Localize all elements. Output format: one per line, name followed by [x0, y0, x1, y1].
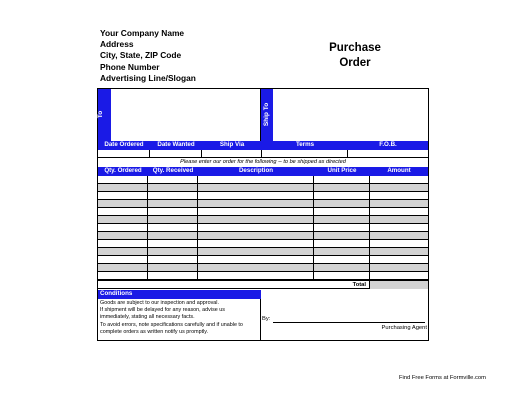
document-title — [300, 41, 410, 71]
unit-price-cell[interactable] — [314, 216, 370, 224]
conditions-heading: Conditions — [98, 290, 261, 299]
description-cell[interactable] — [198, 200, 314, 208]
description-cell[interactable] — [198, 184, 314, 192]
amount-cell[interactable] — [370, 232, 428, 240]
item-header-row — [98, 167, 428, 176]
amount-cell[interactable] — [370, 192, 428, 200]
condition-line-5: complete orders as written notify us promptly. — [100, 328, 209, 335]
table-row — [98, 240, 428, 248]
unit-price-header: Unit Price — [327, 167, 357, 174]
description-cell[interactable] — [198, 248, 314, 256]
unit-price-cell[interactable] — [314, 272, 370, 280]
condition-line-1: Goods are subject to our inspection and approval. — [100, 300, 219, 306]
conditions-text — [100, 300, 260, 336]
qty-received-cell[interactable] — [148, 256, 198, 264]
order-info-input-row — [98, 150, 428, 158]
unit-price-cell[interactable] — [314, 208, 370, 216]
unit-price-cell[interactable] — [314, 224, 370, 232]
table-row — [98, 248, 428, 256]
unit-price-cell[interactable] — [314, 192, 370, 200]
date-ordered-field[interactable] — [98, 150, 150, 158]
amount-cell[interactable] — [370, 184, 428, 192]
amount-cell[interactable] — [370, 248, 428, 256]
amount-header: Amount — [387, 167, 411, 174]
unit-price-cell[interactable] — [314, 176, 370, 184]
to-address-field[interactable] — [111, 89, 261, 141]
item-table-body — [98, 176, 428, 280]
unit-price-cell[interactable] — [314, 232, 370, 240]
qty-ordered-cell[interactable] — [98, 200, 148, 208]
unit-price-cell[interactable] — [314, 184, 370, 192]
description-header: Description — [238, 167, 274, 174]
qty-ordered-cell[interactable] — [98, 216, 148, 224]
company-info — [100, 28, 196, 84]
ship-via-field[interactable] — [202, 150, 262, 158]
table-row — [98, 232, 428, 240]
table-row — [98, 192, 428, 200]
unit-price-cell[interactable] — [314, 264, 370, 272]
ship-to-label-bar — [261, 89, 273, 141]
title-line-2: Order — [339, 57, 371, 69]
qty-ordered-cell[interactable] — [98, 192, 148, 200]
fob-header: F.O.B. — [379, 141, 397, 148]
to-label: To — [97, 110, 105, 119]
qty-received-cell[interactable] — [148, 176, 198, 184]
unit-price-cell[interactable] — [314, 256, 370, 264]
description-cell[interactable] — [198, 256, 314, 264]
qty-received-cell[interactable] — [148, 232, 198, 240]
description-cell[interactable] — [198, 224, 314, 232]
qty-received-cell[interactable] — [148, 272, 198, 280]
date-ordered-header: Date Ordered — [104, 141, 144, 148]
unit-price-cell[interactable] — [314, 248, 370, 256]
company-city-state-zip: City, State, ZIP Code — [100, 50, 182, 61]
table-row — [98, 200, 428, 208]
description-cell[interactable] — [198, 216, 314, 224]
date-wanted-header: Date Wanted — [157, 141, 195, 148]
qty-received-cell[interactable] — [148, 192, 198, 200]
table-row — [98, 176, 428, 184]
qty-received-cell[interactable] — [148, 184, 198, 192]
amount-cell[interactable] — [370, 272, 428, 280]
ship-to-address-field[interactable] — [273, 89, 428, 141]
company-name: Your Company Name — [100, 28, 185, 38]
description-cell[interactable] — [198, 264, 314, 272]
table-row — [98, 184, 428, 192]
qty-ordered-cell[interactable] — [98, 264, 148, 272]
qty-received-cell[interactable] — [148, 224, 198, 232]
table-row — [98, 216, 428, 224]
purchase-order-form — [97, 88, 429, 341]
description-cell[interactable] — [198, 272, 314, 280]
qty-ordered-cell[interactable] — [98, 184, 148, 192]
qty-ordered-cell[interactable] — [98, 176, 148, 184]
qty-received-cell[interactable] — [148, 240, 198, 248]
qty-ordered-cell[interactable] — [98, 224, 148, 232]
table-row — [98, 272, 428, 280]
qty-ordered-cell[interactable] — [98, 232, 148, 240]
terms-header: Terms — [295, 141, 315, 148]
qty-ordered-cell[interactable] — [98, 272, 148, 280]
ship-via-header: Ship Via — [219, 141, 245, 148]
title-line-1: Purchase — [329, 42, 381, 54]
unit-price-cell[interactable] — [314, 200, 370, 208]
total-row — [98, 280, 428, 289]
qty-received-cell[interactable] — [148, 200, 198, 208]
table-row — [98, 208, 428, 216]
table-row — [98, 224, 428, 232]
qty-received-cell[interactable] — [148, 208, 198, 216]
amount-cell[interactable] — [370, 264, 428, 272]
ship-to-label: Ship To — [263, 102, 271, 127]
qty-ordered-header: Qty. Ordered — [104, 167, 142, 174]
qty-received-cell[interactable] — [148, 216, 198, 224]
qty-received-cell[interactable] — [148, 264, 198, 272]
description-cell[interactable] — [198, 208, 314, 216]
to-label-bar — [98, 89, 111, 141]
description-cell[interactable] — [198, 192, 314, 200]
unit-price-cell[interactable] — [314, 240, 370, 248]
by-label: By: — [262, 316, 271, 322]
qty-received-cell[interactable] — [148, 248, 198, 256]
fob-field[interactable] — [348, 150, 428, 158]
amount-cell[interactable] — [370, 216, 428, 224]
qty-ordered-cell[interactable] — [98, 248, 148, 256]
table-row — [98, 264, 428, 272]
total-amount-field[interactable] — [370, 281, 428, 289]
terms-field[interactable] — [262, 150, 348, 158]
qty-ordered-cell[interactable] — [98, 256, 148, 264]
amount-cell[interactable] — [370, 224, 428, 232]
signature-line[interactable] — [273, 322, 425, 323]
total-label: Total — [314, 281, 370, 289]
conditions-section — [98, 290, 261, 340]
amount-cell[interactable] — [370, 176, 428, 184]
condition-line-2: If shipment will be delayed for any reason, advise us — [100, 307, 225, 314]
shipping-instruction: Please enter our order for the following -- to be shipped as directed — [180, 159, 346, 165]
condition-line-3: immediately, stating all necessary facts. — [100, 314, 195, 321]
amount-cell[interactable] — [370, 208, 428, 216]
table-row — [98, 256, 428, 264]
signature-section — [261, 290, 428, 340]
purchasing-agent-label: Purchasing Agent — [381, 325, 427, 331]
amount-cell[interactable] — [370, 200, 428, 208]
footer-link[interactable]: Find Free Forms at Formville.com — [399, 375, 486, 381]
company-phone: Phone Number — [100, 61, 160, 72]
amount-cell[interactable] — [370, 256, 428, 264]
qty-ordered-cell[interactable] — [98, 208, 148, 216]
company-address: Address — [100, 39, 134, 50]
description-cell[interactable] — [198, 240, 314, 248]
qty-ordered-cell[interactable] — [98, 240, 148, 248]
condition-line-4: To avoid errors, note specifications carefully and if unable to — [100, 321, 243, 328]
description-cell[interactable] — [198, 176, 314, 184]
amount-cell[interactable] — [370, 240, 428, 248]
order-info-header-row — [98, 141, 428, 150]
company-slogan: Advertising Line/Slogan — [100, 72, 196, 83]
description-cell[interactable] — [198, 232, 314, 240]
date-wanted-field[interactable] — [150, 150, 202, 158]
qty-received-header: Qty. Received — [152, 167, 194, 174]
